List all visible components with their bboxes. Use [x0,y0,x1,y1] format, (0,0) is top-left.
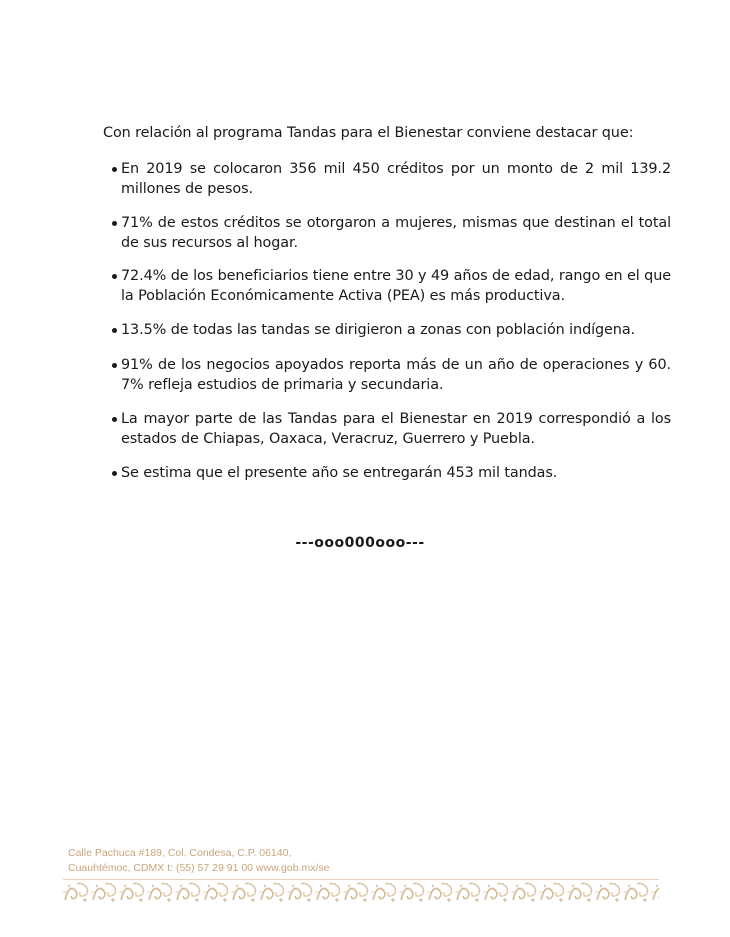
bullet-dot-icon [112,167,117,172]
list-item [112,266,671,306]
list-item [112,409,671,449]
list-item-text: En 2019 se colocaron 356 mil 450 créditos por un monto de 2 mil 139.2 millones de pesos. [121,161,671,197]
bullet-dot-icon [112,471,117,476]
list-item [112,355,671,395]
list-item-text: La mayor parte de las Tandas para el Bienestar en 2019 correspondió a los estados de Chiapas, Oaxaca, Veracruz, Guerrero y Puebla. [121,411,671,447]
decorative-greca-band-icon [63,880,659,904]
footer-address-line-2: Cuauhtémoc, CDMX t: (55) 57 29 91 00 www.gob.mx/se [68,862,330,874]
bullet-dot-icon [112,417,117,422]
footer-address [68,846,329,876]
intro-paragraph: Con relación al programa Tandas para el Bienestar conviene destacar que: [103,125,634,141]
closing-mark: ---ooo000ooo--- [295,535,425,551]
list-item [112,320,671,340]
list-item [112,213,671,253]
bullet-dot-icon [112,363,117,368]
bullet-dot-icon [112,328,117,333]
list-item-text: 72.4% de los beneficiarios tiene entre 30 y 49 años de edad, rango en el que la Población Económicamente Activa (PEA) es más productiva. [121,268,671,304]
list-item-text: 91% de los negocios apoyados reporta más de un año de operaciones y 60. 7% refleja estudios de primaria y secundaria. [121,357,671,393]
list-item [112,463,671,483]
bullet-dot-icon [112,274,117,279]
list-item-text: Se estima que el presente año se entregarán 453 mil tandas. [121,465,558,481]
list-item-text: 13.5% de todas las tandas se dirigieron a zonas con población indígena. [121,322,636,338]
list-item-text: 71% de estos créditos se otorgaron a mujeres, mismas que destinan el total de sus recursos al hogar. [121,215,671,251]
bullet-dot-icon [112,221,117,226]
footer-address-line-1: Calle Pachuca #189, Col. Condesa, C.P. 06140, [68,847,292,859]
list-item [112,159,671,199]
